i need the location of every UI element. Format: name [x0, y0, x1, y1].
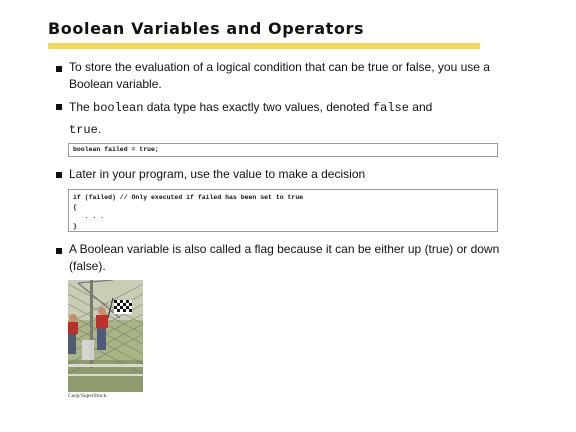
photo-credit: Cusp/SuperStock. — [68, 393, 108, 399]
bullet-2-part: . — [97, 122, 102, 136]
bullet-marker — [56, 104, 62, 110]
code-value-true: true — [69, 123, 98, 137]
bullet-2-part: The — [69, 100, 94, 114]
title-underline — [48, 43, 480, 49]
code-block-declaration — [68, 143, 498, 157]
slide-title: Boolean Variables and Operators — [48, 19, 365, 38]
bullet-text-3: Later in your program, use the value to make a decision — [69, 167, 366, 181]
bullet-marker — [56, 248, 62, 254]
code-line: } — [73, 222, 77, 230]
code-line: . . . — [73, 213, 105, 220]
code-line: if (failed) // Only executed if failed has been set to true — [73, 194, 304, 201]
code-line: boolean failed = true; — [73, 146, 159, 153]
bullet-text-4: A Boolean variable is also called a flag because it can be either up (true) or down (false). — [69, 242, 500, 273]
checkered-flag-photo-icon — [68, 280, 143, 392]
bullet-text-2 — [69, 97, 509, 141]
bullet-2-part: and — [408, 100, 433, 114]
code-keyword-boolean: boolean — [93, 101, 144, 115]
bullet-marker — [56, 66, 62, 72]
code-block-if-statement — [68, 189, 498, 232]
bullet-text-1: To store the evaluation of a logical condition that can be true or false, you use a Boolean variable. — [69, 60, 490, 91]
code-line: { — [73, 203, 77, 211]
code-value-false: false — [372, 101, 409, 115]
bullet-marker — [56, 172, 62, 178]
bullet-2-part: data type has exactly two values, denoted — [143, 100, 373, 114]
